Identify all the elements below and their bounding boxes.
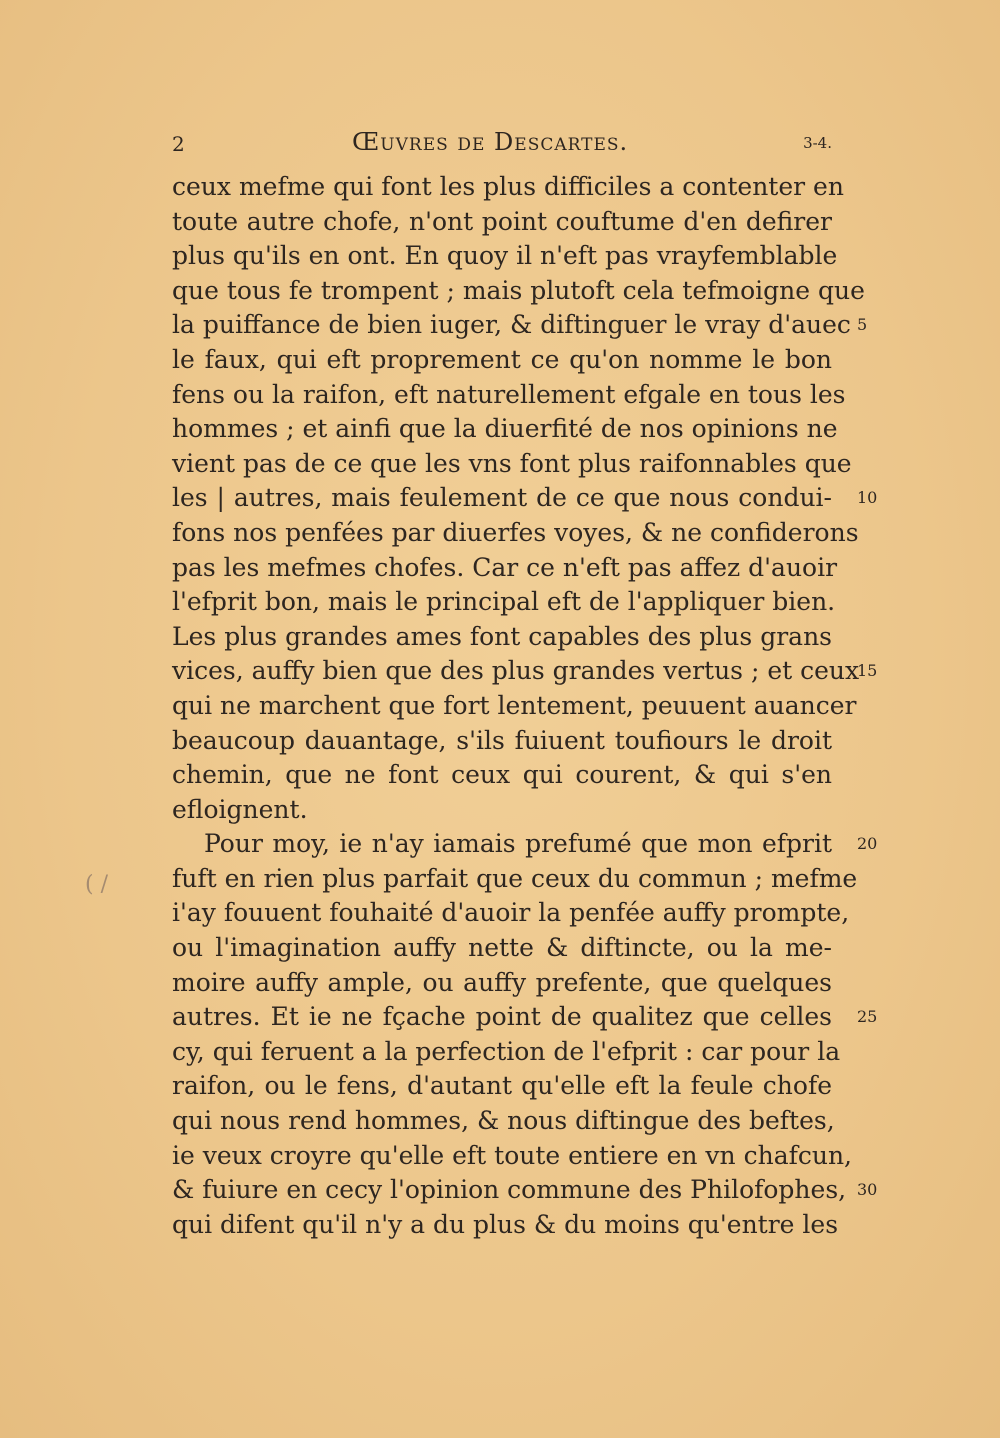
line-text: fuft en rien plus parfait que ceux du commun ; mefme [172, 863, 858, 893]
text-line [172, 1035, 841, 1070]
running-header [172, 128, 832, 158]
line-text: beaucoup dauantage, s'ils fuiuent toufiours le droit [172, 725, 832, 755]
line-text: la puiffance de bien iuger, & diftinguer le vray d'auec [172, 310, 851, 340]
line-number: 5 [857, 315, 868, 335]
line-text: ie veux croyre qu'elle eft toute entiere en vn chafcun, [172, 1140, 853, 1170]
page-reference: 3-4. [803, 134, 832, 152]
line-number: 10 [857, 488, 878, 508]
line-text: Les plus grandes ames font capables des plus grans [172, 621, 832, 651]
line-text: toute autre chofe, n'ont point couftume d'en defirer [172, 206, 832, 236]
text-line [172, 758, 832, 793]
text-line [172, 793, 832, 828]
line-text: que tous fe trompent ; mais plutoft cela tefmoigne que [172, 275, 865, 305]
text-line [172, 412, 838, 447]
text-line [172, 274, 865, 309]
text-line [172, 689, 857, 724]
text-line [172, 378, 846, 413]
line-text: fons nos penfées par diuerfes voyes, & ne confiderons [172, 517, 859, 547]
text-line [172, 862, 858, 897]
line-text: efloignent. [172, 794, 308, 824]
text-body [172, 170, 878, 1242]
text-line [172, 931, 832, 966]
text-line [172, 551, 838, 586]
line-text: qui ne marchent que fort lentement, peuuent auancer [172, 690, 857, 720]
line-text: les | autres, mais feulement de ce que nous condui- [172, 483, 832, 513]
line-text: qui nous rend hommes, & nous diftingue des beftes, [172, 1106, 835, 1136]
line-text: moire auffy ample, ou auffy prefente, que quelques [172, 967, 832, 997]
text-line [172, 1069, 832, 1104]
text-line [172, 620, 832, 655]
page-number: 2 [172, 132, 185, 156]
text-line [172, 654, 878, 689]
text-line [172, 1139, 853, 1174]
line-number: 20 [857, 834, 878, 854]
line-text: qui difent qu'il n'y a du plus & du moins qu'entre les [172, 1209, 839, 1239]
text-line [172, 1104, 835, 1139]
line-number: 15 [857, 661, 878, 681]
line-text: ou l'imagination auffy nette & diftincte, ou la me- [172, 933, 832, 963]
text-line [172, 516, 859, 551]
margin-pencil-mark: ( / [85, 872, 108, 897]
line-text: chemin, que ne font ceux qui courent, & qui s'en [172, 760, 832, 790]
line-text: pas les mefmes chofes. Car ce n'eft pas affez d'auoir [172, 552, 838, 582]
line-number: 25 [857, 1007, 878, 1027]
text-line [172, 1000, 878, 1035]
line-text: l'efprit bon, mais le principal eft de l'appliquer bien. [172, 587, 836, 617]
text-line [172, 447, 852, 482]
text-line [172, 1208, 839, 1243]
text-line [172, 308, 868, 343]
text-line [172, 896, 850, 931]
text-line [172, 724, 832, 759]
line-text: le faux, qui eft proprement ce qu'on nomme le bon [172, 344, 832, 374]
line-text: autres. Et ie ne fçache point de qualitez que celles [172, 1002, 832, 1032]
line-text: hommes ; et ainfi que la diuerfité de nos opinions ne [172, 414, 838, 444]
line-text: vices, auffy bien que des plus grandes vertus ; et ceux [172, 656, 860, 686]
text-line [172, 585, 836, 620]
line-text: fens ou la raifon, eft naturellement efgale en tous les [172, 379, 846, 409]
text-line [172, 966, 832, 1001]
line-text: cy, qui feruent a la perfection de l'efprit : car pour la [172, 1036, 841, 1066]
line-text: i'ay fouuent fouhaité d'auoir la penfée auffy prompte, [172, 898, 850, 928]
running-title: Œuvres de Descartes. [352, 128, 629, 156]
text-line [172, 170, 844, 205]
text-line [172, 205, 832, 240]
line-text: ceux mefme qui font les plus difficiles a contenter en [172, 172, 844, 201]
text-line [172, 827, 878, 862]
text-line [172, 343, 832, 378]
text-line [172, 1173, 878, 1208]
line-text: plus qu'ils en ont. En quoy il n'eft pas vrayfemblable [172, 241, 838, 271]
line-text: vient pas de ce que les vns font plus raifonnables que [172, 448, 852, 478]
line-text: raifon, ou le fens, d'autant qu'elle eft la feule chofe [172, 1071, 832, 1101]
text-line [172, 239, 838, 274]
line-number: 30 [857, 1180, 878, 1200]
text-line [172, 481, 878, 516]
line-text: & fuiure en cecy l'opinion commune des Philofophes, [172, 1175, 847, 1205]
line-text: Pour moy, ie n'ay iamais prefumé que mon efprit [204, 829, 832, 859]
